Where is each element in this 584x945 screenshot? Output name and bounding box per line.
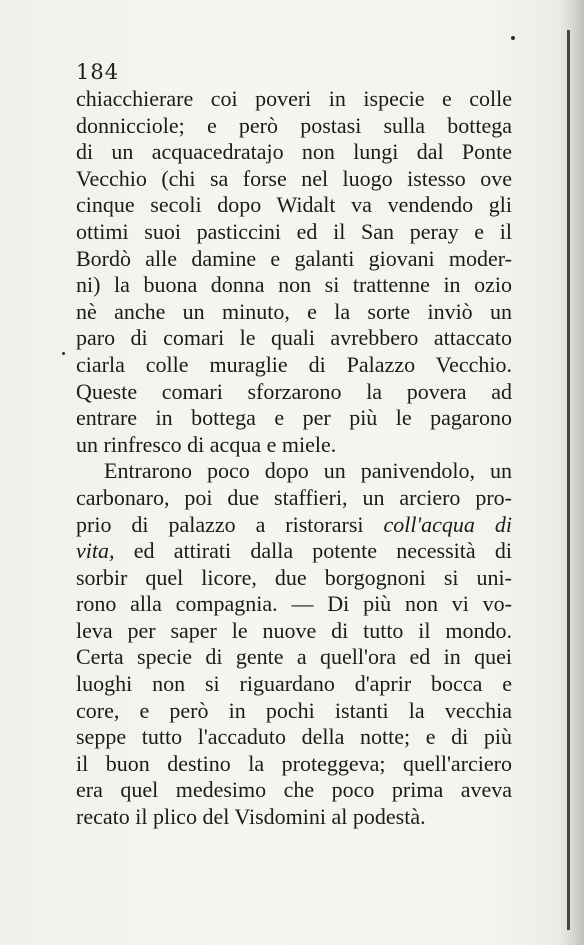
text-line: Entrarono poco dopo un panivendolo, un: [104, 458, 512, 484]
italic-run: vita,: [76, 538, 115, 564]
text-line: Vecchio (chi sa forse nel luogo istesso ove: [76, 165, 512, 191]
page-gutter-shadow: [558, 0, 584, 945]
italic-run: coll'acqua di: [383, 511, 512, 537]
text-run: ed attirati dalla potente necessità di: [133, 538, 512, 564]
text-line: core, e però in pochi istanti la vecchia: [76, 697, 512, 723]
text-line: carbonaro, poi due staffieri, un arciero pro-: [76, 484, 512, 510]
text-line: ni) la buona donna non si trattenne in ozio: [76, 272, 512, 298]
text-line: entrare in bottega e per più le pagarono: [76, 405, 512, 431]
text-line: di un acquacedratajo non lungi dal Ponte: [76, 139, 512, 165]
text-line: il buon destino la proteggeva; quell'arciero: [76, 750, 512, 776]
page-edge-line: [567, 30, 570, 930]
text-line: cinque secoli dopo Widalt va vendendo gli: [76, 192, 512, 218]
text-line: ottimi suoi pasticcini ed il San peray e il: [76, 218, 512, 244]
text-line: ciarla colle muraglie di Palazzo Vecchio.: [76, 351, 512, 377]
text-line: leva per saper le nuove di tutto il mondo.: [76, 617, 512, 643]
ink-speck: [511, 36, 515, 40]
text-run: prio di palazzo a ristorarsi: [76, 511, 364, 537]
text-line: chiacchierare coi poveri in ispecie e colle: [76, 86, 512, 111]
text-line: era quel medesimo che poco prima aveva: [76, 777, 512, 803]
text-line: rono alla compagnia. — Di più non vi vo-: [76, 591, 512, 617]
text-line: Queste comari sforzarono la povera ad: [76, 378, 512, 404]
text-line: sorbir quel licore, due borgognoni si uni-: [76, 564, 512, 590]
text-line: paro di comari le quali avrebbero attaccato: [76, 325, 512, 351]
text-line: Certa specie di gente a quell'ora ed in quei: [76, 644, 512, 670]
text-line: un rinfresco di acqua e miele.: [76, 431, 337, 457]
text-line: Bordò alle damine e galanti giovani moder-: [76, 245, 512, 271]
text-line: nè anche un minuto, e la sorte inviò un: [76, 298, 512, 324]
text-line: recato il plico del Visdomini al podestà.: [76, 804, 426, 830]
page-number: 184: [76, 60, 120, 84]
text-line-with-italic: [76, 538, 512, 565]
text-line: seppe tutto l'accaduto della notte; e di più: [76, 724, 512, 750]
text-line: donnicciole; e però postasi sulla bottega: [76, 112, 512, 138]
body-text: [76, 86, 512, 831]
ink-speck: [62, 352, 65, 355]
text-line-with-italic: [76, 512, 512, 539]
text-line: luoghi non si riguardano d'aprir bocca e: [76, 671, 512, 697]
